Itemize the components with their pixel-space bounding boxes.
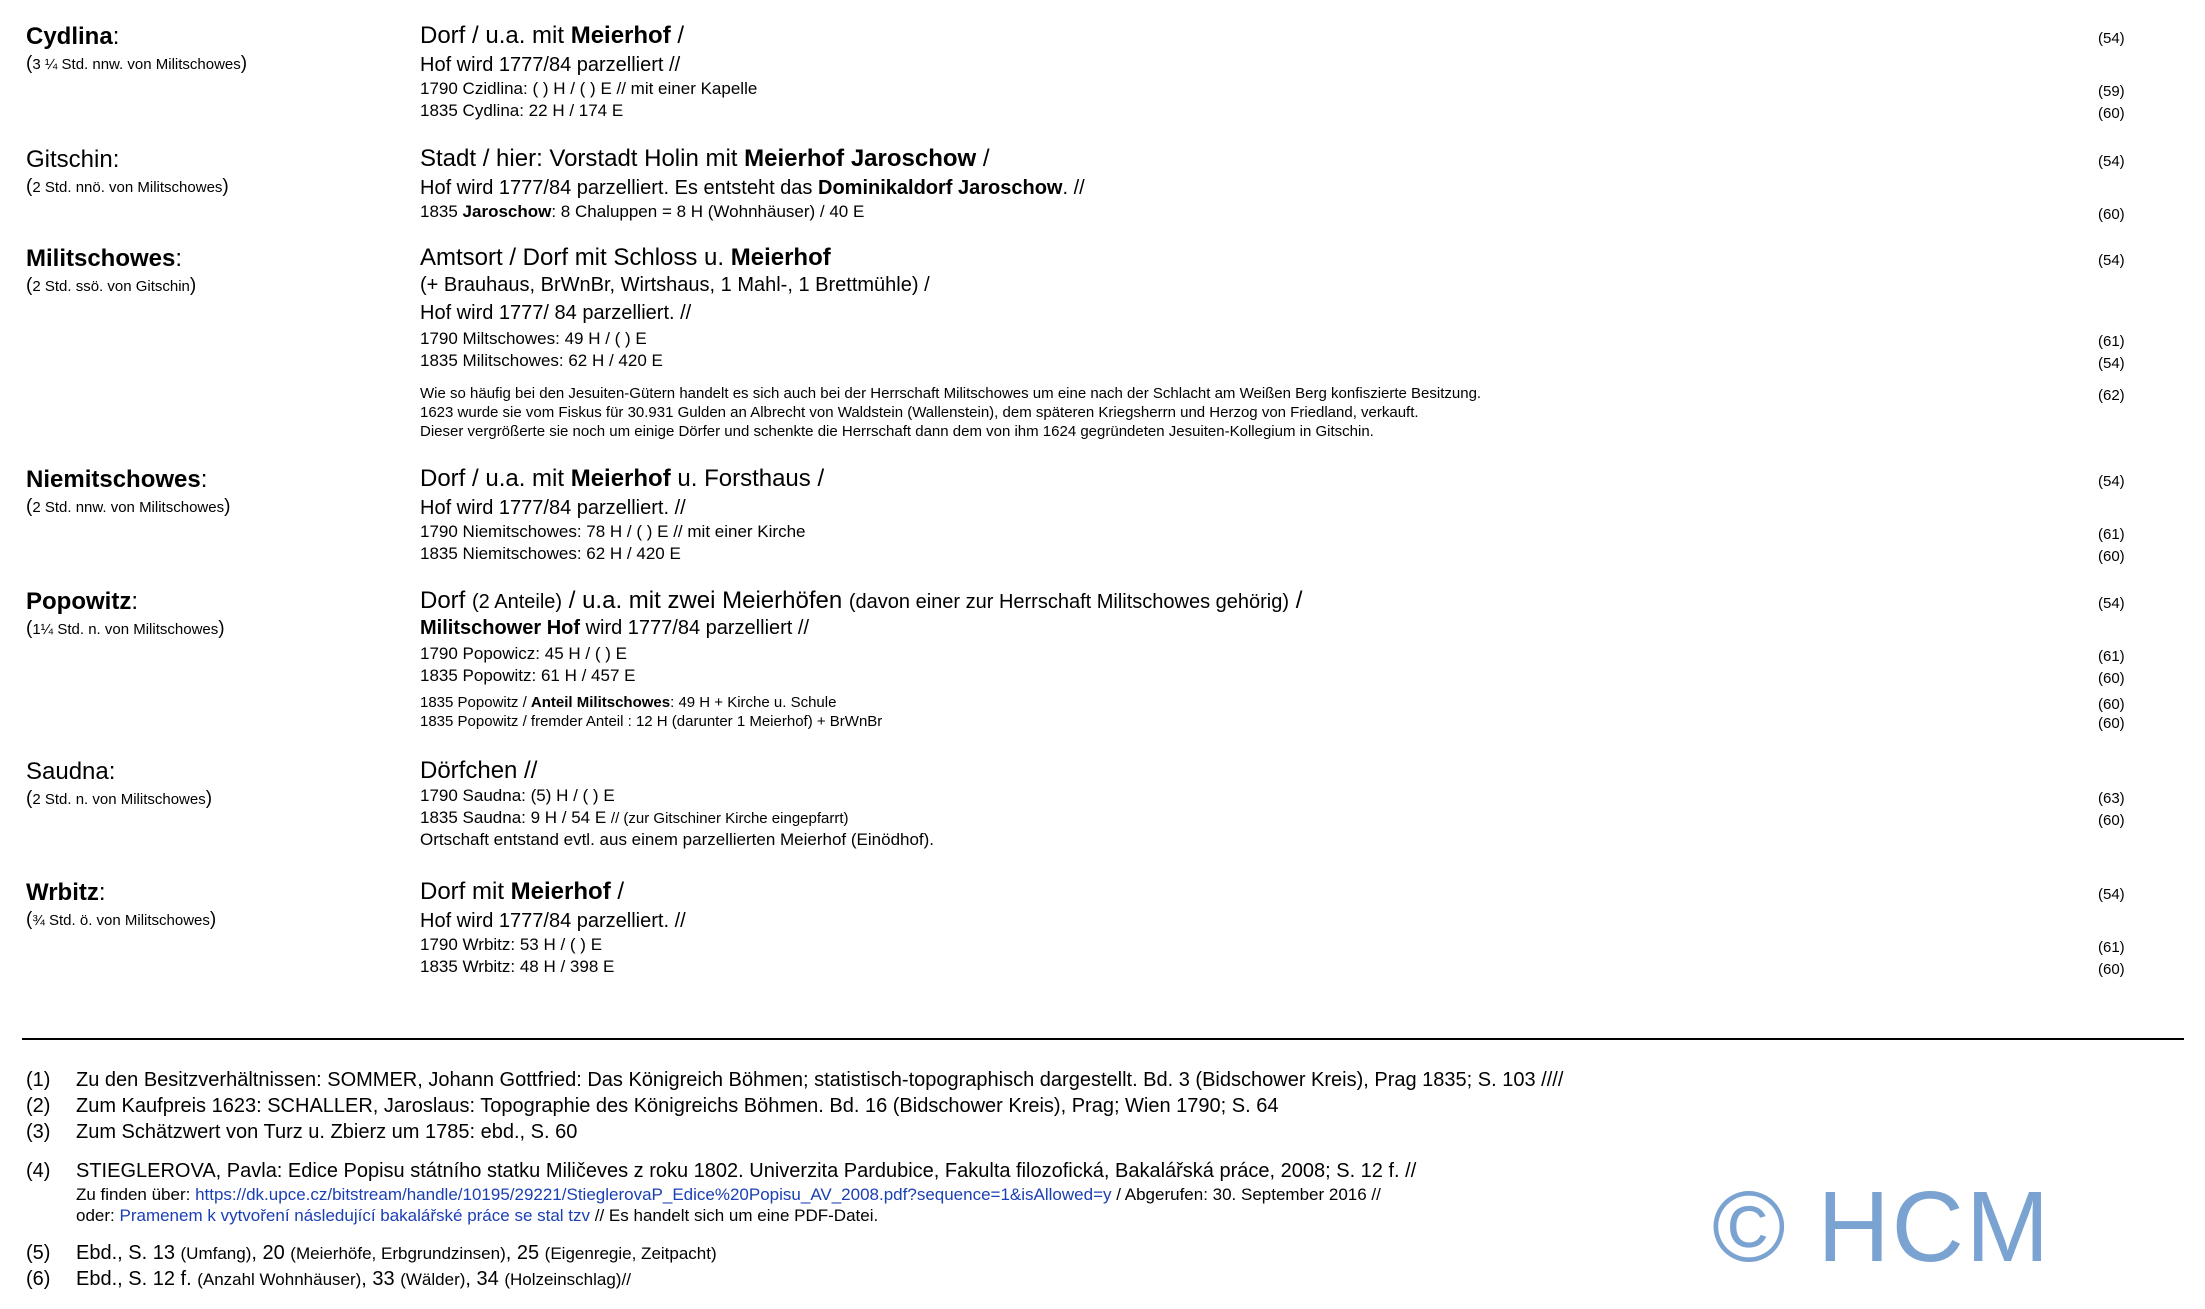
entry-line [420,712,882,731]
line-text: 1790 Miltschowes: 49 H / ( ) E [420,329,647,348]
line-text: (2 Anteile) [472,591,563,613]
bold-text: Meierhof [730,244,831,271]
entry-line [420,693,836,712]
entry-line [420,495,686,521]
footnote-1-number: (1) [26,1069,51,1091]
line-text: Wie so häufig bei den Jesuiten-Gütern handelt es sich auch bei der Herrschaft Militschowes um eine nach der Schlacht am Weißen Berg konfiszierte Besitzung. [420,385,1482,402]
bold-text: Meierhof [570,22,671,49]
source-reference: (60) [2098,696,2125,713]
footnote-5-note-b: (Meierhöfe, Erbgrundzinsen) [290,1244,506,1263]
entry-line [420,201,864,223]
place-distance: (2 Std. n. von Militschowes) [26,788,213,809]
footnote-4-alt-link[interactable]: Pramenem k vytvoření následující bakalářské práce se stal tzv [119,1206,591,1225]
footnote-4-text: STIEGLEROVA, Pavla: Edice Popisu státního statku Miličeves z roku 1802. Univerzita Pardubice, Fakulta filozofická, Bakalářská práce, 2008; S. 12 f. // [76,1160,1417,1182]
line-text: / [1289,587,1303,614]
footnote-divider [22,1038,2184,1040]
place-distance-text: 3 ¼ Std. nnw. von Militschowes [32,56,241,73]
line-text: Dieser vergrößerte sie noch um einige Dörfer und schenkte die Herrschaft dann dem von ihm 1624 gegründeten Jesuiten-Kollegium in Gitschin. [420,423,1374,440]
line-text: wird 1777/84 parzelliert // [580,617,810,639]
entry-line [420,615,809,641]
place-name: Militschowes: [26,245,183,272]
bold-text: Meierhof [570,465,671,492]
line-text: 1835 Popowitz: 61 H / 457 E [420,666,636,685]
footnote-4-alt-line [76,1205,878,1227]
footnote-6-note-a: (Anzahl Wohnhäuser) [197,1270,362,1289]
footnote-5-part-a: Ebd., S. 13 [76,1242,181,1264]
place-distance-text: 2 Std. ssö. von Gitschin [32,278,190,295]
source-reference: (60) [2098,105,2125,122]
footnote-2-number: (2) [26,1095,51,1117]
entry-line [420,272,930,298]
entry-line [420,807,849,830]
place-distance: (2 Std. nnö. von Militschowes) [26,176,229,197]
footnote-3-text: Zum Schätzwert von Turz u. Zbierz um 1785: ebd., S. 60 [76,1121,578,1143]
source-reference: (60) [2098,206,2125,223]
footnote-1-text: Zu den Besitzverhältnissen: SOMMER, Johann Gottfried: Das Königreich Böhmen; statistisch-topographisch dargestellt. Bd. 3 (Bidschower Kreis), Prag 1835; S. 103 //// [76,1069,1564,1091]
place-distance: (1¼ Std. n. von Militschowes) [26,618,225,639]
line-text: 1835 Popowitz / [420,694,531,711]
place-name-text: Gitschin [26,146,113,173]
entry-line [420,350,663,372]
entry-line [420,78,757,100]
place-distance-text: 1¼ Std. n. von Militschowes [32,621,219,638]
footnote-6-text [76,1266,631,1293]
entry-line [420,878,624,906]
bold-text: Jaroschow [462,202,552,221]
entry-line [420,22,684,50]
entry-line [420,422,1374,441]
entry-line [420,829,934,851]
line-text: Hof wird 1777/ 84 parzelliert. // [420,302,692,324]
place-distance-text: 2 Std. nnw. von Militschowes [32,499,225,516]
entry-line [420,145,990,173]
entry-line [420,300,691,326]
entry-line [420,244,831,272]
footnote-3-number: (3) [26,1121,51,1143]
footnote-4-source-prefix: Zu finden über: [76,1185,196,1204]
entry-line [420,587,1302,616]
line-text: 1835 Wrbitz: 48 H / 398 E [420,957,615,976]
footnote-4-alt-suffix: // Es handelt sich um eine PDF-Datei. [590,1206,879,1225]
source-reference: (60) [2098,548,2125,565]
entry-line [420,403,1419,422]
entry-line [420,757,537,785]
place-name-text: Popowitz [26,588,132,615]
footnote-6-part-b: , 33 [361,1268,401,1290]
line-text: / [610,878,625,905]
bold-text: Meierhof Jaroschow [744,145,977,172]
footnote-6-number: (6) [26,1268,51,1290]
footnote-4-alt-prefix: oder: [76,1206,120,1225]
line-text: 1790 Popowicz: 45 H / ( ) E [420,644,627,663]
place-name: Niemitschowes: [26,466,208,493]
bold-text: Meierhof [510,878,611,905]
source-reference: (54) [2098,30,2125,47]
source-reference: (61) [2098,526,2125,543]
source-reference: (54) [2098,355,2125,372]
footnote-4-source-link[interactable]: https://dk.upce.cz/bitstream/handle/10195/29221/StieglerovaP_Edice%20Popisu_AV_2008.pdf?sequence=1&isAllowed=y [195,1185,1112,1204]
footnote-4-source-suffix: / Abgerufen: 30. September 2016 // [1111,1185,1381,1204]
source-reference: (54) [2098,252,2125,269]
line-text: (davon einer zur Herrschaft Militschowes gehörig) [848,591,1290,613]
place-name: Cydlina: [26,23,120,50]
place-name: Popowitz: [26,588,138,615]
line-text: 1835 [420,202,463,221]
entry-line [420,643,627,665]
line-text: 1835 Saudna: 9 H / 54 E [420,808,611,827]
place-name: Saudna: [26,758,116,785]
entry-line [420,465,824,493]
source-reference: (54) [2098,153,2125,170]
line-text: Hof wird 1777/84 parzelliert. // [420,910,686,932]
line-text: Dorf / u.a. mit [420,22,571,49]
source-reference: (63) [2098,790,2125,807]
line-text: Dorf [420,587,473,614]
footnote-5-text [76,1240,717,1267]
footnote-2-text: Zum Kaufpreis 1623: SCHALLER, Jaroslaus: Topographie des Königreichs Böhmen. Bd. 16 (Bidschower Kreis), Prag; Wien 1790; S. 64 [76,1095,1279,1117]
place-distance: (2 Std. nnw. von Militschowes) [26,496,231,517]
source-reference: (59) [2098,83,2125,100]
footnote-6-part-c: , 34 [465,1268,505,1290]
footnote-5-number: (5) [26,1242,51,1264]
line-text: 1835 Popowitz / fremder Anteil : 12 H (darunter 1 Meierhof) + BrWnBr [420,713,883,730]
place-name-text: Niemitschowes [26,466,201,493]
entry-line [420,175,1085,201]
line-text: : 49 H + Kirche u. Schule [670,694,837,711]
line-text: 1835 Cydlina: 22 H / 174 E [420,101,624,120]
source-reference: (61) [2098,939,2125,956]
place-distance: (2 Std. ssö. von Gitschin) [26,275,197,296]
place-name-text: Wrbitz [26,879,99,906]
place-name: Wrbitz: [26,879,106,906]
entry-line [420,521,805,543]
line-text: Dörfchen // [420,757,538,784]
entry-line [420,956,614,978]
entry-line [420,100,623,122]
line-text: 1790 Niemitschowes: 78 H / ( ) E // mit einer Kirche [420,522,806,541]
place-name: Gitschin: [26,146,120,173]
bold-text: Dominikaldorf Jaroschow [818,177,1063,199]
line-text: Ortschaft entstand evtl. aus einem parzellierten Meierhof (Einödhof). [420,830,935,849]
footnote-5-part-c: , 25 [505,1242,545,1264]
entry-line [420,934,602,956]
line-text: 1623 wurde sie vom Fiskus für 30.931 Gulden an Albrecht von Waldstein (Wallenstein), dem späteren Kriegsherrn und Herzog von Friedland, verkauft. [420,404,1419,421]
line-text: 1790 Saudna: (5) H / ( ) E [420,786,615,805]
place-distance-text: 2 Std. n. von Militschowes [32,791,206,808]
footnote-6-note-c: (Holzeinschlag)// [504,1270,631,1289]
place-name-text: Militschowes [26,245,176,272]
line-text: // (zur Gitschiner Kirche eingepfarrt) [610,810,849,827]
footnote-5-note-a: (Umfang) [180,1244,252,1263]
line-text: 1790 Wrbitz: 53 H / ( ) E [420,935,603,954]
place-distance: (3 ¼ Std. nnw. von Militschowes) [26,53,248,74]
line-text: : 8 Chaluppen = 8 H (Wohnhäuser) / 40 E [551,202,865,221]
entry-line [420,52,680,78]
source-reference: (61) [2098,333,2125,350]
copyright-watermark: © HCM [1712,1171,2052,1283]
line-text: / [670,22,685,49]
line-text: (+ Brauhaus, BrWnBr, Wirtshaus, 1 Mahl-, 1 Brettmühle) / [420,274,930,296]
source-reference: (62) [2098,387,2125,404]
entry-line [420,908,686,934]
source-reference: (60) [2098,715,2125,732]
footnote-6-note-b: (Wälder) [400,1270,466,1289]
footnote-5-part-b: , 20 [251,1242,291,1264]
entry-line [420,543,681,565]
place-name-text: Saudna [26,758,109,785]
footnote-4-number: (4) [26,1160,51,1182]
entry-line [420,328,647,350]
source-reference: (54) [2098,473,2125,490]
line-text: Stadt / hier: Vorstadt Holin mit [420,145,745,172]
bold-text: Militschower Hof [420,617,581,639]
place-name-text: Cydlina [26,23,113,50]
entry-line [420,785,615,807]
place-distance: (¾ Std. ö. von Militschowes) [26,909,217,930]
line-text: u. Forsthaus / [670,465,825,492]
line-text: Hof wird 1777/84 parzelliert // [420,54,681,76]
line-text: Amtsort / Dorf mit Schloss u. [420,244,731,271]
line-text: Hof wird 1777/84 parzelliert. // [420,497,686,519]
entry-line [420,384,1481,403]
source-reference: (61) [2098,648,2125,665]
place-distance-text: ¾ Std. ö. von Militschowes [32,912,210,929]
source-reference: (54) [2098,595,2125,612]
bold-text: Anteil Militschowes [530,694,671,711]
line-text: / [976,145,990,172]
place-distance-text: 2 Std. nnö. von Militschowes [32,179,223,196]
source-reference: (54) [2098,886,2125,903]
source-reference: (60) [2098,812,2125,829]
footnote-6-part-a: Ebd., S. 12 f. [76,1268,198,1290]
line-text: 1835 Niemitschowes: 62 H / 420 E [420,544,681,563]
source-reference: (60) [2098,670,2125,687]
line-text: 1835 Militschowes: 62 H / 420 E [420,351,663,370]
entry-line [420,665,635,687]
line-text: Dorf mit [420,878,511,905]
footnote-4-source-line [76,1184,1381,1206]
source-reference: (60) [2098,961,2125,978]
footnote-5-note-c: (Eigenregie, Zeitpacht) [544,1244,717,1263]
line-text: Dorf / u.a. mit [420,465,571,492]
line-text: / u.a. mit zwei Meierhöfen [562,587,849,614]
line-text: Hof wird 1777/84 parzelliert. Es entsteht das [420,177,818,199]
line-text: . // [1062,177,1085,199]
line-text: 1790 Czidlina: ( ) H / ( ) E // mit einer Kapelle [420,79,758,98]
